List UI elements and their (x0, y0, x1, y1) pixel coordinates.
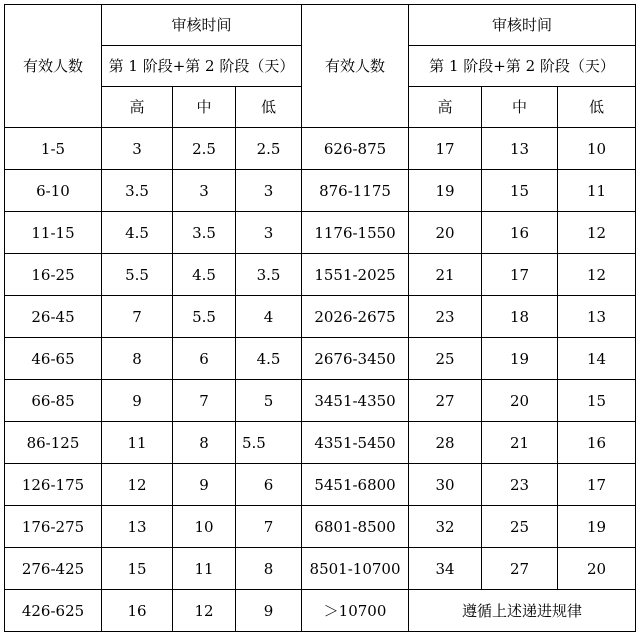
mid-right-cell: 19 (482, 338, 558, 380)
high-right-cell: 34 (409, 548, 482, 590)
range-right-cell: 1176-1550 (302, 212, 409, 254)
range-right-cell: ＞10700 (302, 590, 409, 632)
table-row (5, 296, 636, 338)
range-right-cell: 3451-4350 (302, 380, 409, 422)
high-left-cell: 3 (102, 128, 173, 170)
range-left-cell: 6-10 (5, 170, 102, 212)
mid-right-cell: 27 (482, 548, 558, 590)
low-left-cell: 5.5 (236, 422, 302, 464)
high-right-cell: 17 (409, 128, 482, 170)
high-left-cell: 3.5 (102, 170, 173, 212)
table-body (5, 5, 636, 632)
range-left-cell: 126-175 (5, 464, 102, 506)
range-right-cell: 1551-2025 (302, 254, 409, 296)
table-row (5, 254, 636, 296)
high-left-cell: 15 (102, 548, 173, 590)
mid-right-cell: 25 (482, 506, 558, 548)
mid-right-cell: 16 (482, 212, 558, 254)
low-right-cell: 13 (558, 296, 636, 338)
low-left-cell: 6 (236, 464, 302, 506)
low-left-cell: 4.5 (236, 338, 302, 380)
level-high-header-right: 高 (409, 87, 482, 128)
mid-left-cell: 11 (173, 548, 236, 590)
range-left-cell: 86-125 (5, 422, 102, 464)
progression-note-cell: 遵循上述递进规律 (409, 590, 636, 632)
table-row (5, 464, 636, 506)
high-right-cell: 25 (409, 338, 482, 380)
high-right-cell: 27 (409, 380, 482, 422)
high-left-cell: 7 (102, 296, 173, 338)
high-left-cell: 12 (102, 464, 173, 506)
low-right-cell: 14 (558, 338, 636, 380)
low-left-cell: 2.5 (236, 128, 302, 170)
range-right-cell: 6801-8500 (302, 506, 409, 548)
mid-right-cell: 13 (482, 128, 558, 170)
high-left-cell: 11 (102, 422, 173, 464)
table-row (5, 170, 636, 212)
review-time-header-left: 审核时间 (102, 5, 302, 46)
table-row (5, 380, 636, 422)
table-row (5, 506, 636, 548)
high-left-cell: 4.5 (102, 212, 173, 254)
range-left-cell: 11-15 (5, 212, 102, 254)
range-right-cell: 4351-5450 (302, 422, 409, 464)
high-right-cell: 20 (409, 212, 482, 254)
mid-right-cell: 17 (482, 254, 558, 296)
header-row-1 (5, 5, 636, 46)
mid-right-cell: 20 (482, 380, 558, 422)
high-right-cell: 21 (409, 254, 482, 296)
high-left-cell: 13 (102, 506, 173, 548)
mid-left-cell: 4.5 (173, 254, 236, 296)
level-mid-header-left: 中 (173, 87, 236, 128)
mid-left-cell: 9 (173, 464, 236, 506)
range-left-cell: 426-625 (5, 590, 102, 632)
low-right-cell: 12 (558, 254, 636, 296)
range-left-cell: 276-425 (5, 548, 102, 590)
low-left-cell: 3 (236, 212, 302, 254)
mid-left-cell: 3 (173, 170, 236, 212)
range-right-cell: 626-875 (302, 128, 409, 170)
low-left-cell: 3 (236, 170, 302, 212)
low-right-cell: 15 (558, 380, 636, 422)
low-right-cell: 10 (558, 128, 636, 170)
table-row (5, 212, 636, 254)
review-time-header-right: 审核时间 (409, 5, 636, 46)
mid-left-cell: 8 (173, 422, 236, 464)
low-right-cell: 16 (558, 422, 636, 464)
mid-left-cell: 10 (173, 506, 236, 548)
mid-right-cell: 18 (482, 296, 558, 338)
table-row (5, 128, 636, 170)
audit-time-table (4, 4, 636, 632)
low-left-cell: 4 (236, 296, 302, 338)
mid-left-cell: 7 (173, 380, 236, 422)
mid-right-cell: 23 (482, 464, 558, 506)
low-left-cell: 3.5 (236, 254, 302, 296)
stage-header-left: 第 1 阶段+第 2 阶段（天） (102, 46, 302, 87)
range-right-cell: 8501-10700 (302, 548, 409, 590)
stage-header-right: 第 1 阶段+第 2 阶段（天） (409, 46, 636, 87)
low-right-cell: 20 (558, 548, 636, 590)
high-right-cell: 23 (409, 296, 482, 338)
low-right-cell: 11 (558, 170, 636, 212)
low-left-cell: 7 (236, 506, 302, 548)
valid-count-header-right: 有效人数 (302, 5, 409, 128)
high-right-cell: 30 (409, 464, 482, 506)
table-row (5, 548, 636, 590)
mid-left-cell: 3.5 (173, 212, 236, 254)
high-left-cell: 16 (102, 590, 173, 632)
level-low-header-right: 低 (558, 87, 636, 128)
valid-count-header-left: 有效人数 (5, 5, 102, 128)
low-right-cell: 12 (558, 212, 636, 254)
mid-left-cell: 6 (173, 338, 236, 380)
low-right-cell: 19 (558, 506, 636, 548)
low-left-cell: 9 (236, 590, 302, 632)
range-left-cell: 16-25 (5, 254, 102, 296)
range-left-cell: 1-5 (5, 128, 102, 170)
high-right-cell: 19 (409, 170, 482, 212)
high-right-cell: 32 (409, 506, 482, 548)
table-row (5, 338, 636, 380)
mid-right-cell: 15 (482, 170, 558, 212)
range-right-cell: 2676-3450 (302, 338, 409, 380)
range-right-cell: 876-1175 (302, 170, 409, 212)
table-row-last (5, 590, 636, 632)
high-left-cell: 8 (102, 338, 173, 380)
low-left-cell: 8 (236, 548, 302, 590)
mid-left-cell: 2.5 (173, 128, 236, 170)
mid-left-cell: 12 (173, 590, 236, 632)
level-high-header-left: 高 (102, 87, 173, 128)
low-left-cell: 5 (236, 380, 302, 422)
high-left-cell: 9 (102, 380, 173, 422)
range-right-cell: 5451-6800 (302, 464, 409, 506)
range-right-cell: 2026-2675 (302, 296, 409, 338)
mid-right-cell: 21 (482, 422, 558, 464)
mid-left-cell: 5.5 (173, 296, 236, 338)
high-left-cell: 5.5 (102, 254, 173, 296)
level-low-header-left: 低 (236, 87, 302, 128)
level-mid-header-right: 中 (482, 87, 558, 128)
range-left-cell: 26-45 (5, 296, 102, 338)
high-right-cell: 28 (409, 422, 482, 464)
range-left-cell: 46-65 (5, 338, 102, 380)
low-right-cell: 17 (558, 464, 636, 506)
table-row (5, 422, 636, 464)
range-left-cell: 176-275 (5, 506, 102, 548)
range-left-cell: 66-85 (5, 380, 102, 422)
